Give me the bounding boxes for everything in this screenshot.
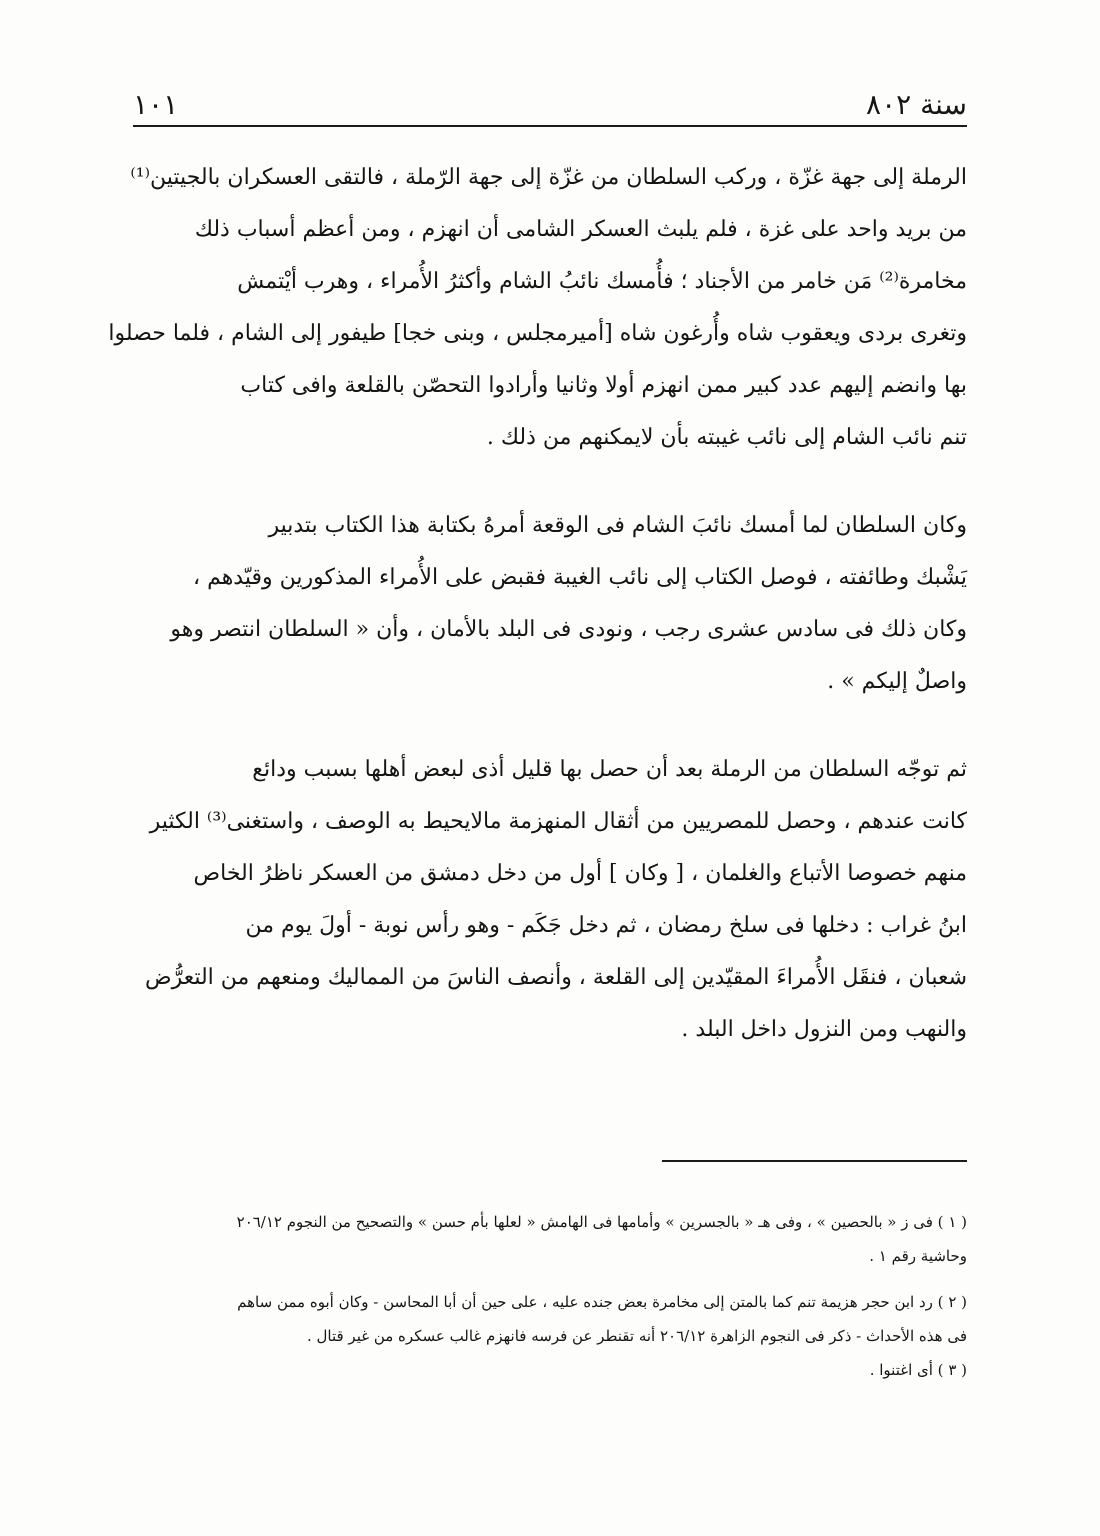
text-line: وكان السلطان لما أمسك نائبَ الشام فى الوقعة أمرهُ بكتابة هذا الكتاب بتدبير — [268, 513, 967, 538]
footnote-separator — [662, 1160, 967, 1162]
text-line: ثم توجّه السلطان من الرملة بعد أن حصل بها قليل أذى لبعض أهلها بسبب ودائع — [252, 757, 967, 782]
text-line: منهم خصوصا الأتباع والغلمان ، [ وكان ] أول من دخل دمشق من العسكر ناظرُ الخاص — [193, 861, 967, 886]
main-text — [108, 152, 967, 1092]
header-rule — [133, 125, 967, 127]
text-line: ابنُ غراب : دخلها فى سلخ رمضان ، ثم دخل جَكَم - وهو رأس نوبة - أولَ يوم من — [245, 913, 967, 938]
paragraph — [133, 500, 967, 708]
text-line: الرملة إلى جهة غزّة ، وركب السلطان من غزّة إلى جهة الرّملة ، فالتقى العسكران بالجيتين⁽¹⁾ — [130, 165, 967, 190]
text-line: تنم نائب الشام إلى نائب غيبته بأن لايمكنهم من ذلك . — [486, 425, 967, 450]
page-number: ١٠١ — [133, 87, 179, 121]
text-line: وتغرى بردى ويعقوب شاه وأُرغون شاه [أميرمجلس ، وبنى خجا] طيفور إلى الشام ، فلما حصلوا — [108, 321, 967, 346]
text-line: شعبان ، فنقَل الأُمراءَ المقيّدين إلى القلعة ، وأنصف الناسَ من المماليك ومنعهم من التعرُّض — [144, 965, 967, 990]
text-line: وكان ذلك فى سادس عشرى رجب ، ونودى فى البلد بالأمان ، وأن « السلطان انتصر وهو — [170, 617, 967, 642]
footnote-line: وحاشية رقم ١ . — [869, 1247, 967, 1265]
footnote-line: ( ١ ) فى ز « بالحصين » ، وفى هـ « بالجسرين » وأمامها فى الهامش « لعلها بأم حسن » والتصحيح من النجوم ٢٠٦/١٢ — [236, 1213, 967, 1231]
footnote-line: فى هذه الأحداث - ذكر فى النجوم الزاهرة ٢٠٦/١٢ أنه تقنطر عن فرسه فانهزم غالب عسكره من غير قتال . — [306, 1327, 967, 1345]
text-line: كانت عندهم ، وحصل للمصريين من أثقال المنهزمة مالايحيط به الوصف ، واستغنى⁽³⁾ الكثير — [149, 809, 967, 834]
text-line: يَشْبك وطائفته ، فوصل الكتاب إلى نائب الغيبة فقبض على الأُمراء المذكورين وقيّدهم ، — [192, 565, 967, 590]
footnote-line: ( ٣ ) أى اغتنوا . — [869, 1361, 967, 1379]
text-line: بها وانضم إليهم عدد كبير ممن انهزم أولا وثانيا وأرادوا التحصّن بالقلعة وافى كتاب — [240, 373, 967, 398]
page-header — [133, 84, 967, 124]
footnote-line: ( ٢ ) رد ابن حجر هزيمة تنم كما بالمتن إلى مخامرة بعض جنده عليه ، على حين أن أبا المحاسن - وكان أبوه ممن ساهم — [237, 1293, 967, 1311]
text-line: من بريد واحد على غزة ، فلم يلبث العسكر الشامى أن انهزم ، ومن أعظم أسباب ذلك — [194, 217, 967, 242]
paragraph — [133, 744, 967, 1056]
text-line: مخامرة⁽²⁾ مَن خامر من الأجناد ؛ فأُمسك نائبُ الشام وأكثرُ الأُمراء ، وهرب أيْتمش — [237, 269, 967, 294]
text-line: واصلٌ إليكم » . — [827, 669, 967, 694]
paragraph — [108, 152, 967, 464]
footnotes — [133, 1205, 967, 1387]
running-title: سنة ٨٠٢ — [866, 87, 967, 121]
text-line: والنهب ومن النزول داخل البلد . — [681, 1017, 967, 1042]
